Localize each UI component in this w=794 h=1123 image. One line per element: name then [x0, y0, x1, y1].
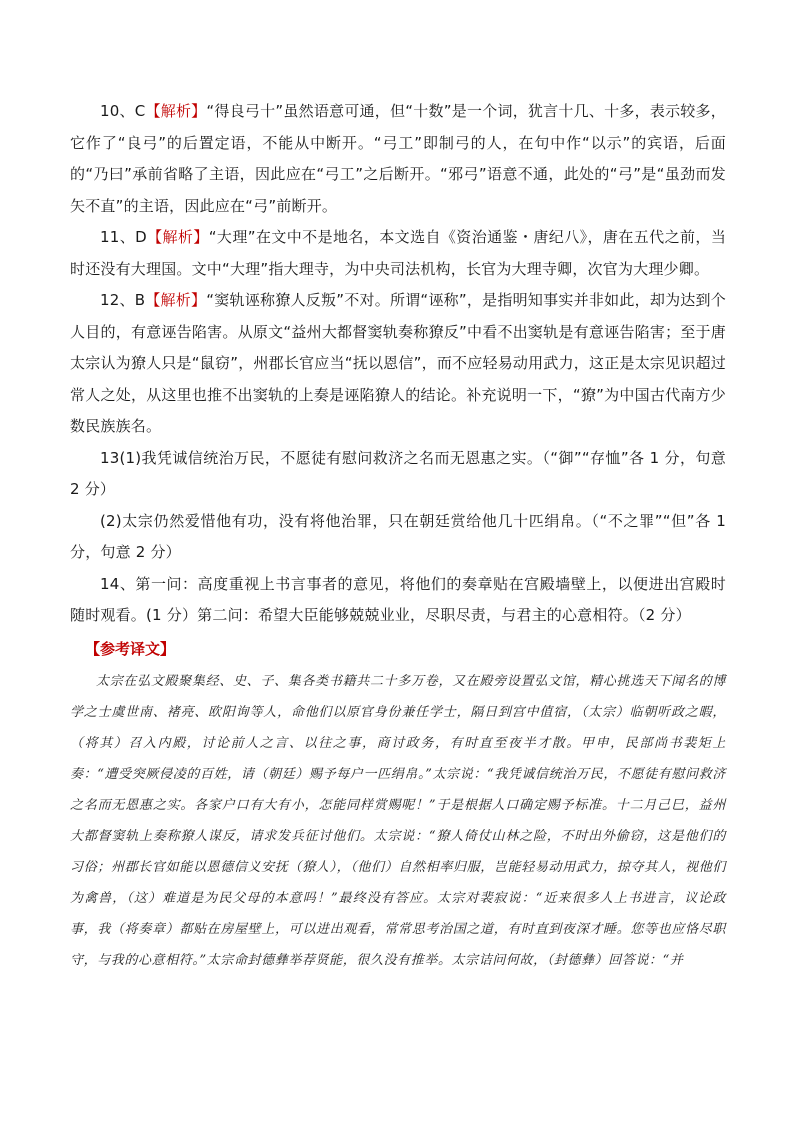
- answer-number: 14、: [100, 574, 136, 593]
- answer-14: [70, 569, 726, 632]
- answer-number: 13: [100, 448, 120, 467]
- answer-text: “得良弓十”虽然语意可通，但“十数”是一个词，犹言十几、十多，表示较多，它作了“良弓”的后置定语，不能从中断开。“弓工”即制弓的人，在句中作“以示”的宾语，后面的“乃曰”承前省略了主语，因此应在“弓工”之后断开。“邪弓”语意不通，此处的“弓”是“虽劲而发矢不直”的主语，因此应在“弓”前断开。: [70, 102, 726, 215]
- answer-number: 11、D: [100, 228, 147, 246]
- answer-10: [70, 96, 726, 222]
- answer-text: 第一问：高度重视上书言事者的意见，将他们的奏章贴在宫殿墙壁上，以便进出宫殿时随时观看。(1 分）第二问：希望大臣能够兢兢业业，尽职尽责，与君主的心意相符。（2 分）: [70, 574, 726, 624]
- answer-content: [70, 96, 726, 976]
- answer-number: 12、B: [100, 291, 146, 309]
- analysis-tag: 【解析】: [145, 102, 207, 120]
- answer-text: (1)我凭诚信统治万民，不愿徒有慰问救济之名而无恩惠之实。（“御”“存恤”各 1 分，句意 2 分）: [70, 448, 726, 498]
- answer-text: “大理”在文中不是地名，本文选自《资治通鉴・唐纪八》，唐在五代之前，当时还没有大理国。文中“大理”指大理寺，为中央司法机构，长官为大理寺卿，次官为大理少卿。: [70, 228, 727, 278]
- answer-text: (2)太宗仍然爱惜他有功，没有将他治罪，只在朝廷赏给他几十匹绢帛。（“不之罪”“但”各 1 分，句意 2 分）: [70, 511, 726, 561]
- answer-text: “窦轨诬称獠人反叛”不对。所谓“诬称”，是指明知事实并非如此，却为达到个人目的，有意诬告陷害。从原文“益州大都督窦轨奏称獠反”中看不出窦轨是有意诬告陷害；至于唐太宗认为獠人只是“鼠窃”，州郡长官应当“抚以恩信”，而不应轻易动用武力，这正是太宗见识超过常人之处，从这里也推不出窦轨的上奏是诬陷獠人的结论。补充说明一下，“獠”为中国古代南方少数民族族名。: [70, 291, 726, 435]
- answer-number: 10、C: [100, 102, 146, 120]
- analysis-tag: 【解析】: [145, 291, 207, 309]
- answer-13-part-2: [70, 506, 726, 569]
- analysis-tag: 【解析】: [146, 228, 209, 246]
- answer-11: [70, 222, 726, 285]
- answer-13-part-1: [70, 443, 726, 506]
- translation-heading: 【参考译文】: [85, 639, 176, 658]
- translation-text: 太宗在弘文殿聚集经、史、子、集各类书籍共二十多万卷，又在殿旁设置弘文馆，精心挑选天下闻名的博学之士虞世南、褚亮、欧阳询等人，命他们以原官身份兼任学士，隔日到宫中值宿，（太宗）临朝听政之暇，（将其）召入内殿，讨论前人之言、以往之事，商讨政务，有时直至夜半才散。甲申，民部尚书裴矩上奏：“遭受突厥侵凌的百姓，请（朝廷）赐予每户一匹绢帛。”太宗说：“我凭诚信统治万民，不愿徒有慰问救济之名而无恩惠之实。各家户口有大有小，怎能同样赏赐呢！”于是根据人口确定赐予标准。十二月己巳，益州大都督窦轨上奏称獠人谋反，请求发兵征讨他们。太宗说：“獠人倚仗山林之险，不时出外偷窃，这是他们的习俗；州郡长官如能以恩德信义安抚（獠人），（他们）自然相率归服，岂能轻易动用武力，掠夺其人，视他们为禽兽，（这）难道是为民父母的本意吗！”最终没有答应。太宗对裴寂说：“近来很多人上书进言，议论政事，我（将奏章）都贴在房屋壁上，可以进出观看，常常思考治国之道，有时直到夜深才睡。您等也应恪尽职守，与我的心意相符。”太宗命封德彝举荐贤能，很久没有推举。太宗诘问何故，（封德彝）回答说：“并: [70, 673, 726, 969]
- answer-12: [70, 285, 726, 443]
